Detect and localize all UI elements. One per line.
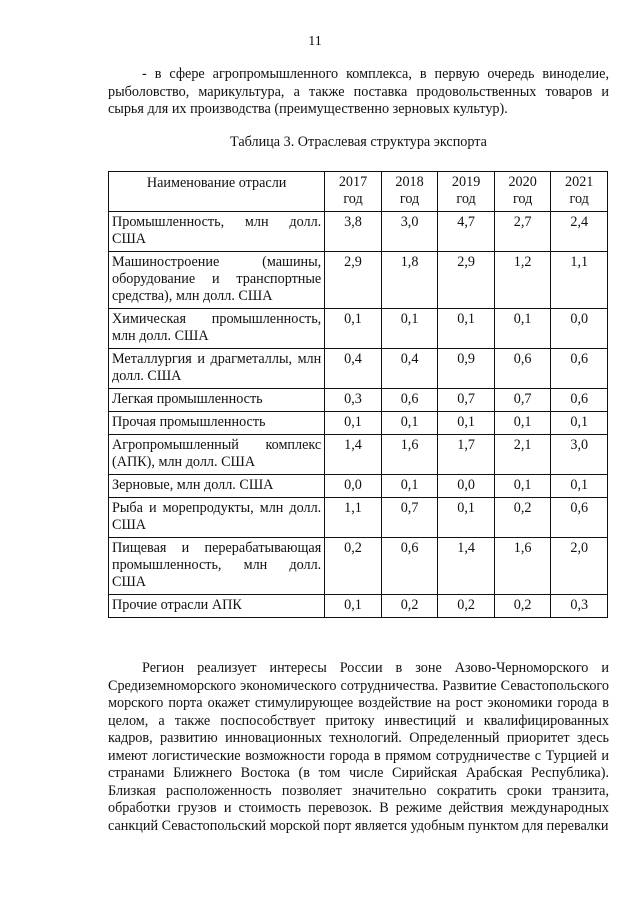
value-cell: 0,6 (551, 389, 608, 412)
industry-name-cell: Металлургия и драгметаллы, млн долл. США (109, 349, 325, 389)
industry-name-cell: Агропромышленный комплекс (АПК), млн долл. США (109, 435, 325, 475)
value-cell: 2,1 (494, 435, 551, 475)
value-cell: 1,7 (438, 435, 495, 475)
value-cell: 0,0 (438, 475, 495, 498)
value-cell: 0,1 (438, 498, 495, 538)
value-cell: 0,1 (381, 309, 438, 349)
table-row (109, 498, 608, 538)
value-cell: 1,4 (438, 538, 495, 595)
table-row (109, 435, 608, 475)
value-cell: 0,1 (494, 309, 551, 349)
value-cell: 0,1 (381, 475, 438, 498)
value-cell: 2,4 (551, 212, 608, 252)
table-row (109, 412, 608, 435)
value-cell: 0,1 (438, 309, 495, 349)
value-cell: 0,1 (325, 309, 382, 349)
table-row (109, 212, 608, 252)
value-cell: 0,6 (551, 498, 608, 538)
value-cell: 0,0 (551, 309, 608, 349)
intro-paragraph: - в сфере агропромышленного комплекса, в первую очередь виноделие, рыболовство, марикультура, а также поставка продовольственных товаров и сырья для их производства (преимущественно зерновых культур). (108, 66, 609, 117)
value-cell: 3,0 (551, 435, 608, 475)
table-header-row (109, 172, 608, 212)
value-cell: 0,2 (381, 595, 438, 618)
value-cell: 0,4 (325, 349, 382, 389)
value-cell: 0,6 (551, 349, 608, 389)
industry-name-cell: Химическая промышленность, млн долл. США (109, 309, 325, 349)
value-cell: 1,1 (551, 252, 608, 309)
value-cell: 0,2 (438, 595, 495, 618)
value-cell: 0,1 (325, 595, 382, 618)
value-cell: 0,1 (438, 412, 495, 435)
table-row (109, 252, 608, 309)
value-cell: 0,4 (381, 349, 438, 389)
value-cell: 3,0 (381, 212, 438, 252)
value-cell: 1,4 (325, 435, 382, 475)
header-year: 2021 год (551, 172, 608, 212)
value-cell: 1,8 (381, 252, 438, 309)
industry-name-cell: Пищевая и перерабатывающая промышленность, млн долл. США (109, 538, 325, 595)
value-cell: 1,1 (325, 498, 382, 538)
value-cell: 0,7 (494, 389, 551, 412)
value-cell: 0,9 (438, 349, 495, 389)
page-number: 11 (308, 34, 322, 49)
industry-name-cell: Рыба и морепродукты, млн долл. США (109, 498, 325, 538)
value-cell: 1,6 (381, 435, 438, 475)
header-year: 2019 год (438, 172, 495, 212)
value-cell: 0,0 (325, 475, 382, 498)
header-year: 2017 год (325, 172, 382, 212)
value-cell: 0,2 (494, 498, 551, 538)
industry-name-cell: Машиностроение (машины, оборудование и транспортные средства), млн долл. США (109, 252, 325, 309)
value-cell: 0,1 (551, 412, 608, 435)
value-cell: 0,1 (551, 475, 608, 498)
value-cell: 0,3 (325, 389, 382, 412)
value-cell: 1,2 (494, 252, 551, 309)
value-cell: 0,2 (325, 538, 382, 595)
value-cell: 0,6 (381, 389, 438, 412)
body-paragraph: Регион реализует интересы России в зоне Азово-Черноморского и Средиземноморского экономического сотрудничества. Развитие Севастопольского морского порта окажет стимулирующее воздействие на рост экономики города в целом, а также поспособствует притоку инвестиций и квалифицированных кадров, развитию инновационных технологий. Определенный приоритет здесь имеют логистические возможности города в прямом сотрудничестве с Турцией и странами Ближнего Востока (в том числе Сирийская Арабская Республика). Близкая расположенность позволяет значительно сократить сроки транзита, обработки грузов и стоимость перевозок. В режиме действия международных санкций Севастопольский морской порт является удобным пунктом для перевалки (108, 660, 609, 834)
table-row (109, 349, 608, 389)
table-caption: Таблица 3. Отраслевая структура экспорта (230, 134, 487, 150)
value-cell: 0,7 (381, 498, 438, 538)
value-cell: 0,1 (381, 412, 438, 435)
table-row (109, 595, 608, 618)
value-cell: 0,1 (494, 412, 551, 435)
table-row (109, 389, 608, 412)
header-year: 2020 год (494, 172, 551, 212)
value-cell: 2,7 (494, 212, 551, 252)
value-cell: 0,1 (494, 475, 551, 498)
value-cell: 4,7 (438, 212, 495, 252)
export-structure-table (108, 171, 608, 618)
value-cell: 2,9 (438, 252, 495, 309)
value-cell: 2,0 (551, 538, 608, 595)
industry-name-cell: Промышленность, млн долл. США (109, 212, 325, 252)
header-industry-name: Наименование отрасли (109, 172, 325, 212)
value-cell: 3,8 (325, 212, 382, 252)
table-row (109, 309, 608, 349)
value-cell: 2,9 (325, 252, 382, 309)
value-cell: 0,6 (494, 349, 551, 389)
value-cell: 0,2 (494, 595, 551, 618)
value-cell: 0,6 (381, 538, 438, 595)
value-cell: 1,6 (494, 538, 551, 595)
value-cell: 0,7 (438, 389, 495, 412)
header-year: 2018 год (381, 172, 438, 212)
value-cell: 0,1 (325, 412, 382, 435)
industry-name-cell: Прочие отрасли АПК (109, 595, 325, 618)
table-row (109, 475, 608, 498)
industry-name-cell: Прочая промышленность (109, 412, 325, 435)
industry-name-cell: Зерновые, млн долл. США (109, 475, 325, 498)
table-row (109, 538, 608, 595)
industry-name-cell: Легкая промышленность (109, 389, 325, 412)
value-cell: 0,3 (551, 595, 608, 618)
